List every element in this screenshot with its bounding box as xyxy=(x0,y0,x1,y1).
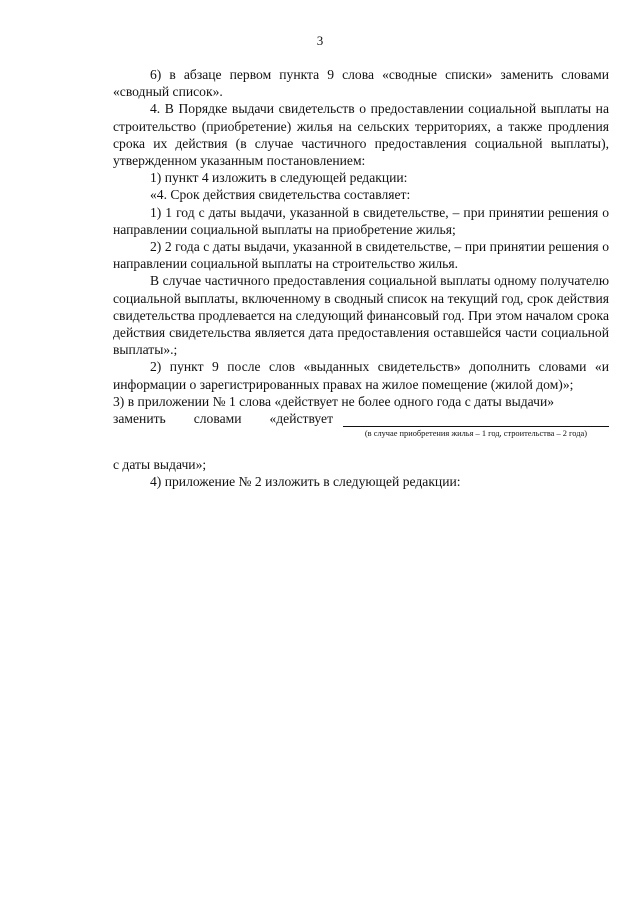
page-number: 3 xyxy=(316,33,324,48)
paragraph-item-4: 4) приложение № 2 изложить в следующей редакции: xyxy=(150,474,461,490)
fill-in-blank-line[interactable] xyxy=(343,413,609,427)
paragraph-term-2: 2) 2 года с даты выдачи, указанной в свидетельстве, – при принятии решения о направлении социальной выплаты на строительство жилья. xyxy=(113,239,609,272)
fill-word-words: словами xyxy=(193,411,242,427)
paragraph-quote-4: «4. Срок действия свидетельства составляет: xyxy=(150,187,411,203)
paragraph-item-1: 1) пункт 4 изложить в следующей редакции: xyxy=(150,170,408,186)
fill-in-row xyxy=(113,410,609,427)
paragraph-partial-payment: В случае частичного предоставления социальной выплаты одному получателю социальной выплаты, включенному в сводный список на текущий год, срок действия свидетельства продлевается на следующий финансовый год. При этом началом срока действия свидетельства является дата предоставления оставшейся части социальной выплаты».; xyxy=(113,273,609,358)
document-body xyxy=(113,66,609,491)
paragraph-4-header: 4. В Порядке выдачи свидетельств о предоставлении социальной выплаты на строительство (приобретение) жилья на сельских территориях, а также продления срока их действия (в случае частичного предоставления социальной выплаты), утвержденном указанным постановлением: xyxy=(113,101,609,169)
fill-word-replace: заменить xyxy=(113,411,166,427)
paragraph-item-3: 3) в приложении № 1 слова «действует не более одного года с даты выдачи» xyxy=(113,393,555,409)
fill-word-acts: «действует xyxy=(269,411,334,427)
paragraph-6: 6) в абзаце первом пункта 9 слова «сводные списки» заменить словами «сводный список». xyxy=(113,67,609,100)
paragraph-item-2: 2) пункт 9 после слов «выданных свидетельств» дополнить словами «и информации о зарегистрированных правах на жилое помещение (жилой дом)»; xyxy=(113,359,609,392)
paragraph-from-date: с даты выдачи»; xyxy=(113,457,207,473)
paragraph-term-1: 1) 1 год с даты выдачи, указанной в свидетельстве, – при принятии решения о направлении социальной выплаты на приобретение жилья; xyxy=(113,204,609,237)
fill-in-hint: (в случае приобретения жилья – 1 год, строительства – 2 года) xyxy=(364,429,587,439)
